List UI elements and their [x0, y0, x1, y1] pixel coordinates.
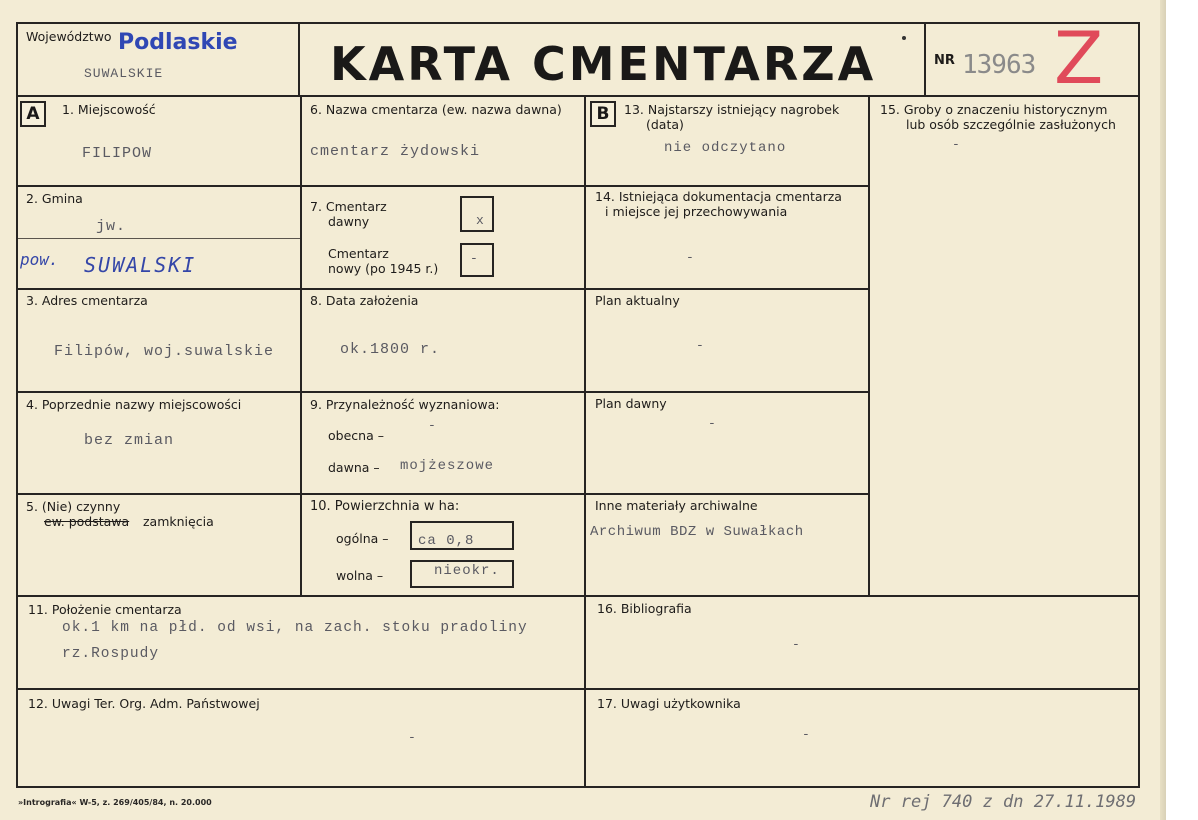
plan-aktualny-label: Plan aktualny	[595, 293, 680, 308]
field-1-value: FILIPOW	[82, 145, 153, 162]
inne-materialy-label: Inne materiały archiwalne	[595, 498, 758, 513]
row-line-12	[16, 688, 1140, 690]
row-line-a1	[16, 185, 584, 187]
nr-value: 13963	[962, 50, 1036, 80]
field-2-pow-prefix: pow.	[20, 250, 59, 269]
field-11-label: 11. Położenie cmentarza	[28, 602, 182, 617]
field-13-value: nie odczytano	[664, 140, 787, 156]
field-15-value: -	[952, 137, 961, 152]
col-line-3	[868, 95, 870, 595]
field-1-label: 1. Miejscowość	[62, 102, 156, 117]
field-17-label: 17. Uwagi użytkownika	[597, 696, 741, 711]
field-2-pow-value: SUWALSKI	[84, 253, 197, 277]
col-line-1	[300, 95, 302, 595]
gmina-underline	[18, 238, 300, 239]
field-12-label: 12. Uwagi Ter. Org. Adm. Państwowej	[28, 696, 260, 711]
page-title: KARTA CMENTARZA	[330, 37, 877, 91]
z-mark: Z	[1054, 16, 1104, 100]
header-divider-right	[924, 22, 926, 95]
nr-label: NR	[934, 53, 955, 68]
field-5-label-strike: ew. podstawa	[44, 514, 130, 529]
field-10-label: 10. Powierzchnia w ha:	[310, 499, 460, 514]
field-6-value: cmentarz żydowski	[310, 143, 481, 160]
field-7-nowy-1: Cmentarz	[328, 246, 389, 261]
field-16-value: -	[792, 637, 801, 652]
field-4-value: bez zmian	[84, 432, 175, 449]
plan-dawny-value: -	[708, 416, 717, 431]
field-3-value: Filipów, woj.suwalskie	[54, 343, 275, 360]
field-7-dawny-value: x	[476, 213, 485, 228]
header-divider-left	[298, 22, 300, 95]
field-9-obecna-value: -	[428, 418, 437, 433]
field-7-label: 7. Cmentarz	[310, 199, 387, 214]
field-7-dawny: dawny	[328, 214, 370, 229]
field-14-label-1: 14. Istniejąca dokumentacja cmentarza	[595, 189, 842, 204]
field-10-ogolna: ogólna –	[336, 531, 389, 546]
field-4-label: 4. Poprzednie nazwy miejscowości	[26, 397, 242, 412]
field-7-nowy-2: nowy (po 1945 r.)	[328, 261, 439, 276]
field-14-value: -	[686, 250, 695, 265]
header-bottom-line	[16, 95, 1140, 97]
field-3-label: 3. Adres cmentarza	[26, 293, 148, 308]
handwritten-register-note: Nr rej 740 z dn 27.11.1989	[870, 792, 1137, 812]
field-9-dawna: dawna –	[328, 460, 380, 475]
field-13-label-2: (data)	[646, 117, 684, 132]
row-line-a2	[16, 288, 584, 290]
field-9-obecna: obecna –	[328, 428, 384, 443]
printer-imprint: »Intrografia« W-5, z. 269/405/84, n. 20.000	[18, 798, 212, 807]
inne-line	[586, 493, 868, 495]
card-edge-shadow	[1160, 0, 1166, 820]
field-11-value-1: ok.1 km na płd. od wsi, na zach. stoku pradoliny	[62, 620, 528, 636]
field-15-label-1: 15. Groby o znaczeniu historycznym	[880, 102, 1108, 117]
section-b-letter: B	[590, 101, 616, 127]
plan-dawny-label: Plan dawny	[595, 396, 667, 411]
plan-aktualny-value: -	[696, 338, 705, 353]
field-13-label-1: 13. Najstarszy istniejący nagrobek	[624, 102, 840, 117]
section-a-letter: A	[20, 101, 46, 127]
field-17-value: -	[802, 727, 811, 742]
field-10-wolna: wolna –	[336, 568, 384, 583]
field-7-nowy-value: -	[470, 251, 479, 266]
plan-dawny-line	[586, 391, 868, 393]
field-8-label: 8. Data założenia	[310, 293, 419, 308]
old-voivodeship-value: SUWALSKIE	[84, 66, 164, 81]
field-12-value: -	[408, 730, 417, 745]
row-line-b1	[584, 185, 868, 187]
field-5-label-rest: zamknięcia	[143, 514, 214, 529]
field-5-label-line1: 5. (Nie) czynny	[26, 499, 121, 514]
col-line-2	[584, 95, 586, 788]
field-11-value-2: rz.Rospudy	[62, 646, 160, 662]
inne-materialy-value: Archiwum BDZ w Suwałkach	[590, 524, 804, 540]
field-15-label-2: lub osób szczególnie zasłużonych	[906, 117, 1116, 132]
field-9-label: 9. Przynależność wyznaniowa:	[310, 397, 500, 412]
voivodeship-stamp: Podlaskie	[118, 30, 238, 55]
field-8-value: ok.1800 r.	[340, 341, 441, 358]
field-10-wolna-value: nieokr.	[434, 563, 500, 579]
field-6-label: 6. Nazwa cmentarza (ew. nazwa dawna)	[310, 102, 562, 117]
field-2-value: jw.	[96, 218, 127, 235]
field-2-label: 2. Gmina	[26, 191, 83, 206]
field-14-label-2: i miejsce jej przechowywania	[605, 204, 788, 219]
row-line-11	[16, 595, 1140, 597]
row-line-a4	[16, 493, 584, 495]
wojewodztwo-label: Województwo	[26, 29, 112, 44]
plan-aktualny-line	[586, 288, 868, 290]
field-9-dawna-value: mojżeszowe	[400, 458, 495, 474]
title-dot	[902, 36, 906, 40]
field-16-label: 16. Bibliografia	[597, 601, 692, 616]
field-10-ogolna-value: ca 0,8	[418, 533, 475, 549]
row-line-a3	[16, 391, 584, 393]
